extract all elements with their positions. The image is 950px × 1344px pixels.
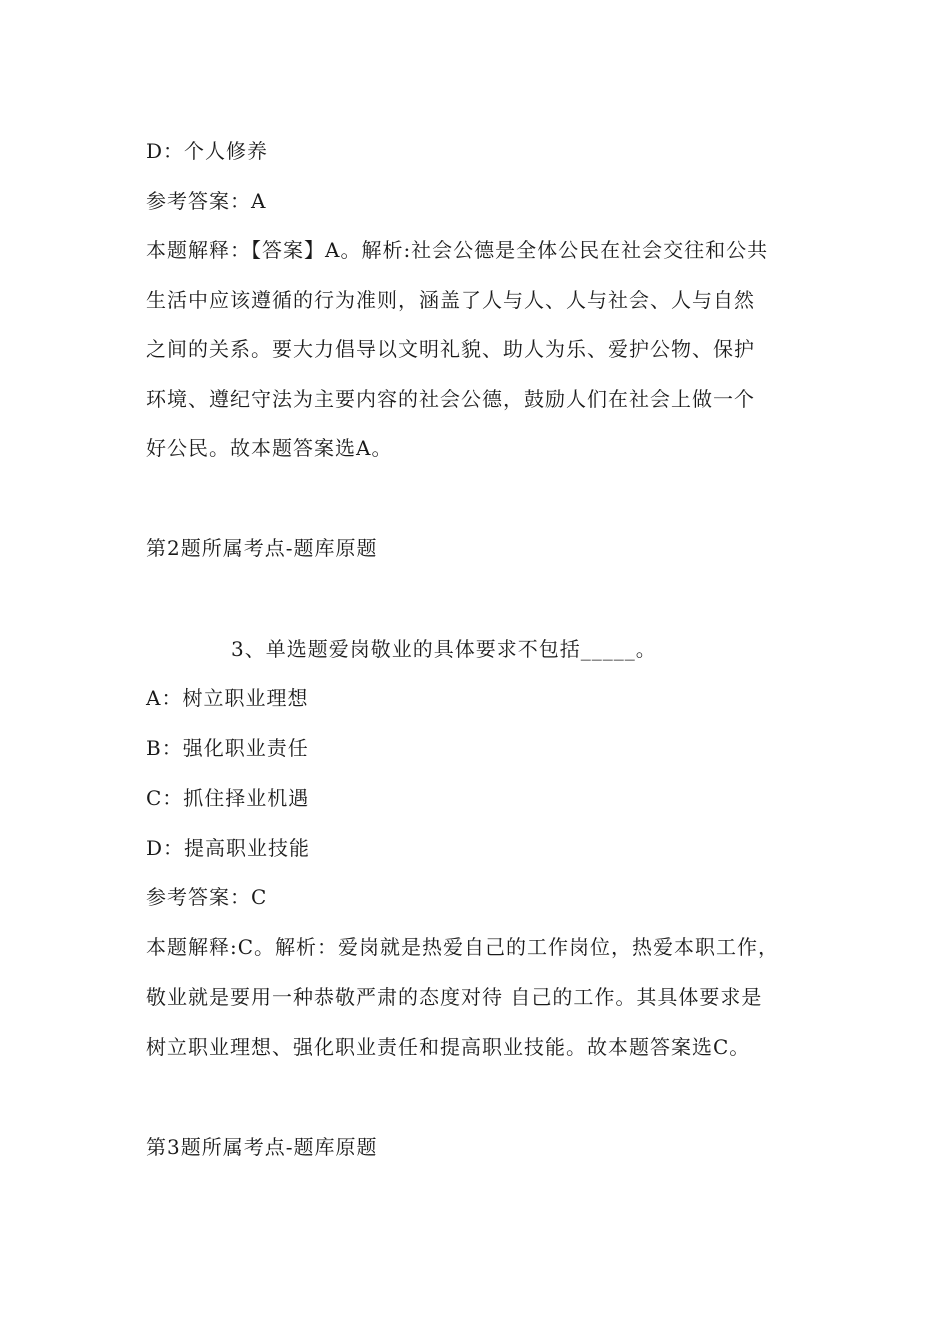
q2-answer: 参考答案：A	[146, 189, 267, 213]
q3-option-c: C：抓住择业机遇	[146, 786, 310, 810]
q3-explanation-line-1: 本题解释:C。解析：爱岗就是热爱自己的工作岗位，热爱本职工作，	[146, 935, 780, 959]
q2-option-d: D：个人修养	[146, 139, 269, 163]
q3-explanation-line-2: 敬业就是要用一种恭敬严肃的态度对待 自己的工作。其具体要求是	[146, 985, 763, 1009]
q3-question: 3、单选题爱岗敬业的具体要求不包括_____。	[231, 637, 657, 661]
q3-option-a: A：树立职业理想	[146, 686, 309, 710]
q2-knowledge-point: 第2题所属考点-题库原题	[146, 536, 378, 560]
q2-explanation-line-4: 环境、遵纪守法为主要内容的社会公德，鼓励人们在社会上做一个	[146, 387, 755, 411]
q3-knowledge-point: 第3题所属考点-题库原题	[146, 1135, 378, 1159]
q3-answer: 参考答案：C	[146, 885, 268, 909]
q3-option-b: B：强化职业责任	[146, 736, 309, 760]
q2-explanation-line-2: 生活中应该遵循的行为准则，涵盖了人与人、人与社会、人与自然	[146, 288, 755, 312]
q2-explanation-line-3: 之间的关系。要大力倡导以文明礼貌、助人为乐、爱护公物、保护	[146, 337, 755, 361]
q3-option-d: D：提高职业技能	[146, 836, 311, 860]
q2-explanation-line-5: 好公民。故本题答案选A。	[146, 436, 393, 460]
q2-explanation-line-1: 本题解释：【答案】A。解析:社会公德是全体公民在社会交往和公共	[146, 238, 769, 262]
q3-explanation-line-3: 树立职业理想、强化职业责任和提高职业技能。故本题答案选C。	[146, 1035, 751, 1059]
